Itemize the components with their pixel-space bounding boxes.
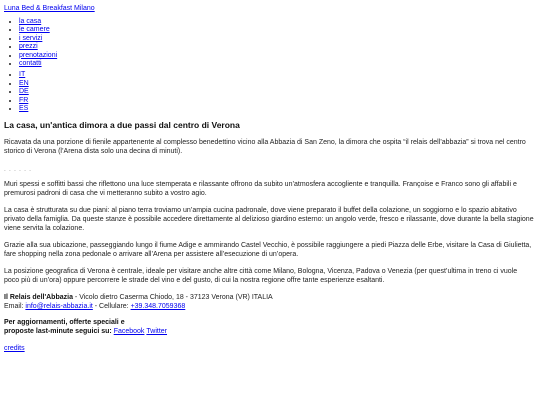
lang-item-fr bbox=[19, 97, 534, 105]
lang-link-fr[interactable]: FR bbox=[19, 96, 29, 104]
lang-item-it bbox=[19, 71, 534, 79]
lang-link-it[interactable]: IT bbox=[19, 71, 26, 79]
page-title: La casa, un'antica dimora a due passi dal centro di Verona bbox=[4, 120, 240, 131]
contact-block bbox=[4, 293, 534, 311]
lang-link-en[interactable]: EN bbox=[19, 79, 29, 87]
paragraph-geography: La posizione geografica di Verona è centrale, ideale per visitare anche altre città come Milano, Bologna, Vicenza, Padova o Venezia (per quest’ultima in treno ci vuole poco più di un’ora) oppure percorrere le strade del vino e del gusto, di cui la nostra regione offre tante esperienze esaltanti. bbox=[4, 268, 518, 285]
lang-link-de[interactable]: DE bbox=[19, 88, 29, 96]
promo-line-1: Per aggiornamenti, offerte speciali e bbox=[4, 319, 125, 327]
email-label: Email: bbox=[4, 303, 26, 311]
lang-link-es[interactable]: ES bbox=[19, 105, 29, 113]
twitter-link[interactable]: Twitter bbox=[146, 328, 168, 336]
separator: - - - - - - bbox=[4, 168, 32, 175]
phone-link[interactable]: +39.348.7059368 bbox=[130, 303, 186, 311]
paragraph-atmosphere: Muri spessi e soffitti bassi che riflettono una luce stemperata e rilassante offrono da subito un’atmosfera accogliente e tranquilla. Françoise e Franco sono gli affabili e premurosi padroni di casa che vi metteranno subito a vostro agio. bbox=[4, 181, 517, 198]
menu-item-i-servizi bbox=[19, 35, 534, 43]
language-menu bbox=[4, 71, 534, 113]
menu-link-la-casa[interactable]: la casa bbox=[19, 18, 42, 25]
promo-line-2: proposte last-minute seguici su: bbox=[4, 328, 114, 336]
menu-link-i-servizi[interactable]: i servizi bbox=[19, 34, 43, 42]
lang-item-de bbox=[19, 88, 534, 96]
lang-item-es bbox=[19, 105, 534, 113]
facebook-link[interactable]: Facebook bbox=[113, 328, 145, 336]
email-link[interactable]: info@relais-abbazia.it bbox=[25, 303, 93, 311]
contact-name: Il Relais dell'Abbazia bbox=[4, 294, 73, 302]
menu-item-prenotazioni bbox=[19, 52, 534, 60]
site-title-link[interactable]: Luna Bed & Breakfast Milano bbox=[4, 5, 95, 12]
paragraph-location: Grazie alla sua ubicazione, passeggiando lungo il fiume Adige e ammirando Castel Vecchio, è possibile raggiungere a piedi Piazza delle Erbe, visitare la Casa di Giulietta, fare shopping nella zona pedonale o arrivare all’Arena per assistere all’esecuzione di un’opera. bbox=[4, 242, 532, 259]
main-menu bbox=[4, 18, 534, 68]
menu-item-la-casa bbox=[19, 18, 534, 26]
menu-item-prezzi bbox=[19, 43, 534, 51]
phone-label: - Cellulare: bbox=[92, 303, 131, 311]
menu-link-prezzi[interactable]: prezzi bbox=[19, 43, 38, 51]
intro-paragraph: Ricavata da una porzione di fienile appartenente al complesso benedettino vicino alla Abbazia di San Zeno, la dimora che ospita “il relais dell’abbazia” si trova nel centro storico di Verona (l’Arena dista solo una decina di minuti). bbox=[4, 139, 526, 156]
paragraph-structure: La casa è strutturata su due piani: al piano terra troviamo un’ampia cucina padronale, dove viene preparato il buffet della colazione, un soggiorno e lo spazio abitativo privato della famiglia. Da queste stanze è possibile accedere direttamente al delizioso giardino esterno: un angolo verde, fresco e rilassante, dove durante la bella stagione viene servita la colazione. bbox=[4, 207, 534, 233]
menu-item-contatti bbox=[19, 60, 534, 68]
credits-link[interactable]: credits bbox=[4, 345, 25, 353]
menu-link-contatti[interactable]: contatti bbox=[19, 60, 42, 68]
contact-address: - Vicolo dietro Caserma Chiodo, 18 - 37123 Verona (VR) ITALIA bbox=[72, 294, 273, 302]
lang-item-en bbox=[19, 80, 534, 88]
menu-link-le-camere[interactable]: le camere bbox=[19, 26, 50, 34]
social-promo bbox=[4, 318, 534, 336]
menu-link-prenotazioni[interactable]: prenotazioni bbox=[19, 51, 58, 59]
page bbox=[4, 4, 534, 353]
menu-item-le-camere bbox=[19, 26, 534, 34]
